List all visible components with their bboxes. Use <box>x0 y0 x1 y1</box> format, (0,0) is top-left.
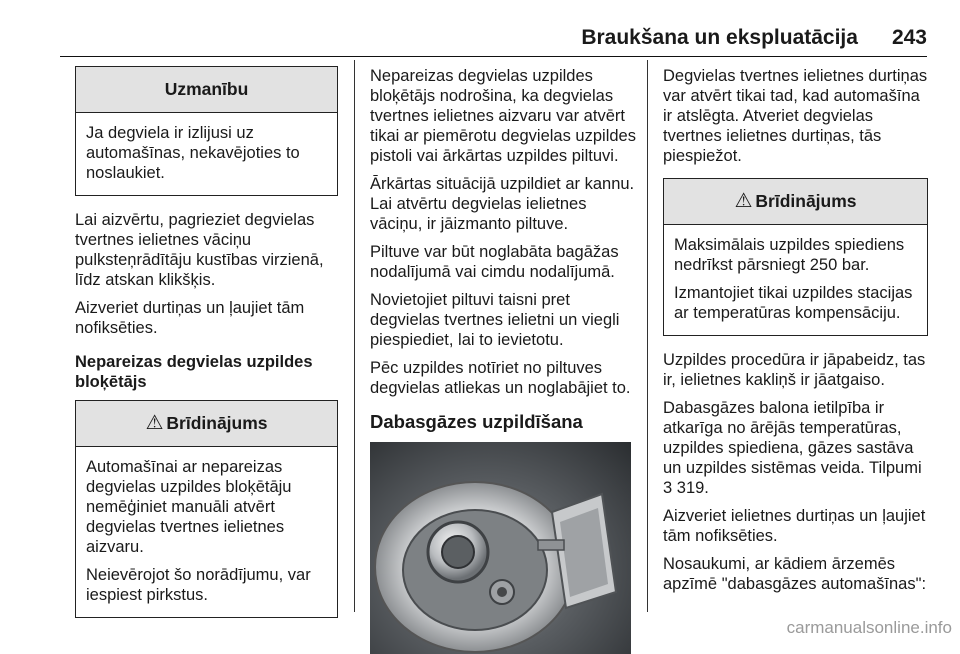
warning-box-title <box>76 401 337 447</box>
warning-box-body <box>664 225 927 335</box>
paragraph: Aizveriet ielietnes durtiņas un ļaujiet tām nofiksēties. <box>663 507 926 545</box>
paragraph: Ārkārtas situācijā uzpildiet ar kannu. Lai atvērtu degvielas ielietnes vāciņu, ir jāizmanto piltuve. <box>370 175 635 233</box>
warning-text: Maksimālais uzpildes spiediens nedrīkst pārsniegt 250 bar. <box>674 236 905 274</box>
column-divider-1 <box>354 60 355 612</box>
warning-title-text: Brīdinājums <box>755 191 857 211</box>
paragraph: Nosaukumi, ar kādiem ārzemēs apzīmē "dabasgāzes automašīnas": <box>663 555 927 593</box>
warning-box <box>663 178 928 336</box>
column-1 <box>75 66 338 632</box>
paragraph: Degvielas tvertnes ielietnes durtiņas var atvērt tikai tad, kad automašīna ir atslēgta. Atveriet degvielas tvertnes ielietnes durtiņas, tās piespiežot. <box>663 67 928 165</box>
page-reference-link[interactable]: 319. <box>676 479 709 497</box>
column-divider-2 <box>647 60 648 612</box>
caution-box <box>75 66 338 196</box>
page-number: 243 <box>891 26 927 49</box>
paragraph: Uzpildes procedūra ir jāpabeidz, tas ir, ielietnes kakliņš ir jāatgaiso. <box>663 351 926 389</box>
caution-text: Ja degviela ir izlijusi uz automašīnas, nekavējoties to noslaukiet. <box>86 124 300 182</box>
paragraph-text: Dabasgāzes balona ietilpība ir atkarīga no ārējās temperatūras, uzpildes spiediena, gāzes sastāva un uzpildes sistēmas veida. Tilpumi <box>663 399 922 477</box>
watermark: carmanualsonline.info <box>786 618 952 637</box>
fuel-filler-photo <box>370 442 631 654</box>
warning-box-title <box>664 179 927 225</box>
warning-text: Automašīnai ar nepareizas degvielas uzpildes bloķētāju nemēģiniet manuāli atvērt degvielas tvertnes ielietnes aizvaru. <box>86 458 292 556</box>
page-header <box>60 26 927 50</box>
section-heading: Dabasgāzes uzpildīšana <box>370 411 583 432</box>
paragraph: Pēc uzpildes notīriet no piltuves degvielas atliekas un noglabājiet to. <box>370 359 631 397</box>
paragraph: Nepareizas degvielas uzpildes bloķētājs nodrošina, ka degvielas tvertnes ielietnes aizvaru var atvērt tikai ar piemērotu degvielas uzpildes pistoli vai ārkārtas uzpildes piltuvi. <box>370 67 636 165</box>
header-title: Braukšana un ekspluatācija <box>581 26 858 49</box>
fuel-filler-illustration <box>370 442 631 654</box>
warning-box-body <box>76 447 337 617</box>
header-rule <box>60 56 927 57</box>
paragraph: Aizveriet durtiņas un ļaujiet tām nofiksēties. <box>75 299 305 337</box>
column-3 <box>663 66 928 602</box>
caution-box-body <box>76 113 337 195</box>
warning-text: Neievērojot šo norādījumu, var iespiest pirkstus. <box>86 566 311 604</box>
section-heading: Nepareizas degvielas uzpildes bloķētājs <box>75 353 313 391</box>
warning-box <box>75 400 338 618</box>
paragraph: Novietojiet piltuvi taisni pret degvielas tvertnes ielietni un viegli piespiediet, lai to ievietotu. <box>370 291 620 349</box>
warning-triangle-icon: ⚠ <box>734 190 753 212</box>
warning-triangle-icon: ⚠ <box>145 412 164 434</box>
paragraph: Lai aizvērtu, pagrieziet degvielas tvertnes ielietnes vāciņu pulksteņrādītāju kustības virzienā, līdz atskan klikšķis. <box>75 211 324 289</box>
caution-box-title: Uzmanību <box>76 67 337 113</box>
page-reference-icon[interactable]: 3 <box>663 479 673 497</box>
paragraph: Piltuve var būt noglabāta bagāžas nodalījumā vai cimdu nodalījumā. <box>370 243 619 281</box>
paragraph <box>663 398 928 498</box>
column-2 <box>370 66 636 654</box>
warning-title-text: Brīdinājums <box>166 413 268 433</box>
warning-text: Izmantojiet tikai uzpildes stacijas ar temperatūras kompensāciju. <box>674 284 913 322</box>
